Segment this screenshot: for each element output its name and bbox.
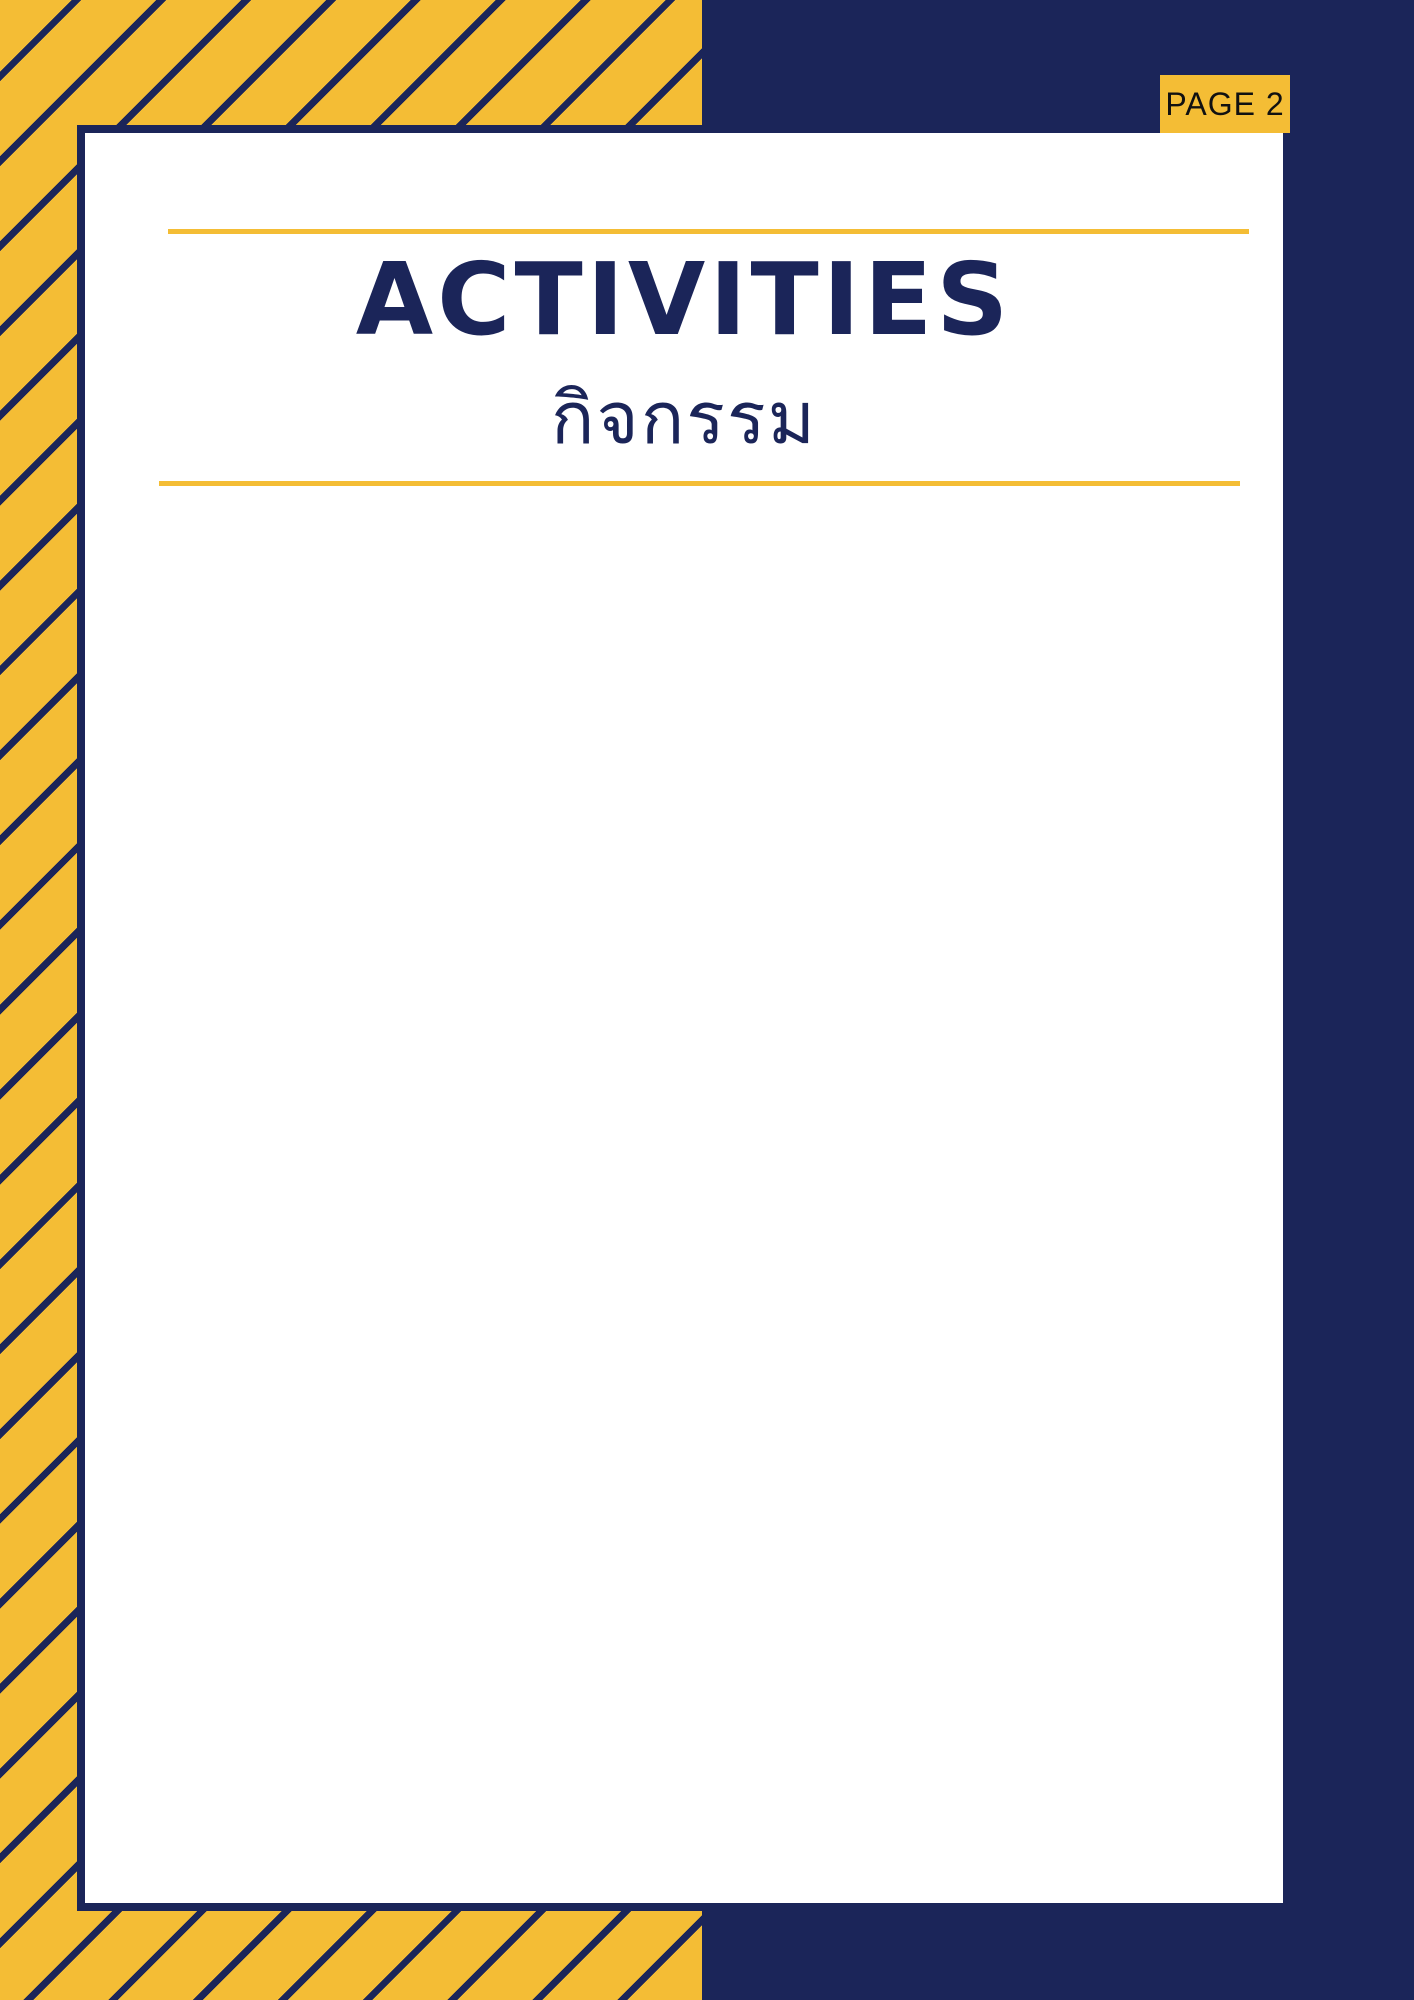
heading-top-rule <box>168 229 1249 234</box>
page-subtitle-thai: กิจกรรม <box>550 376 818 460</box>
page-title: ACTIVITIES <box>355 241 1013 358</box>
page-number-tab: PAGE 2 <box>1160 75 1290 133</box>
heading-bottom-rule <box>159 481 1240 486</box>
